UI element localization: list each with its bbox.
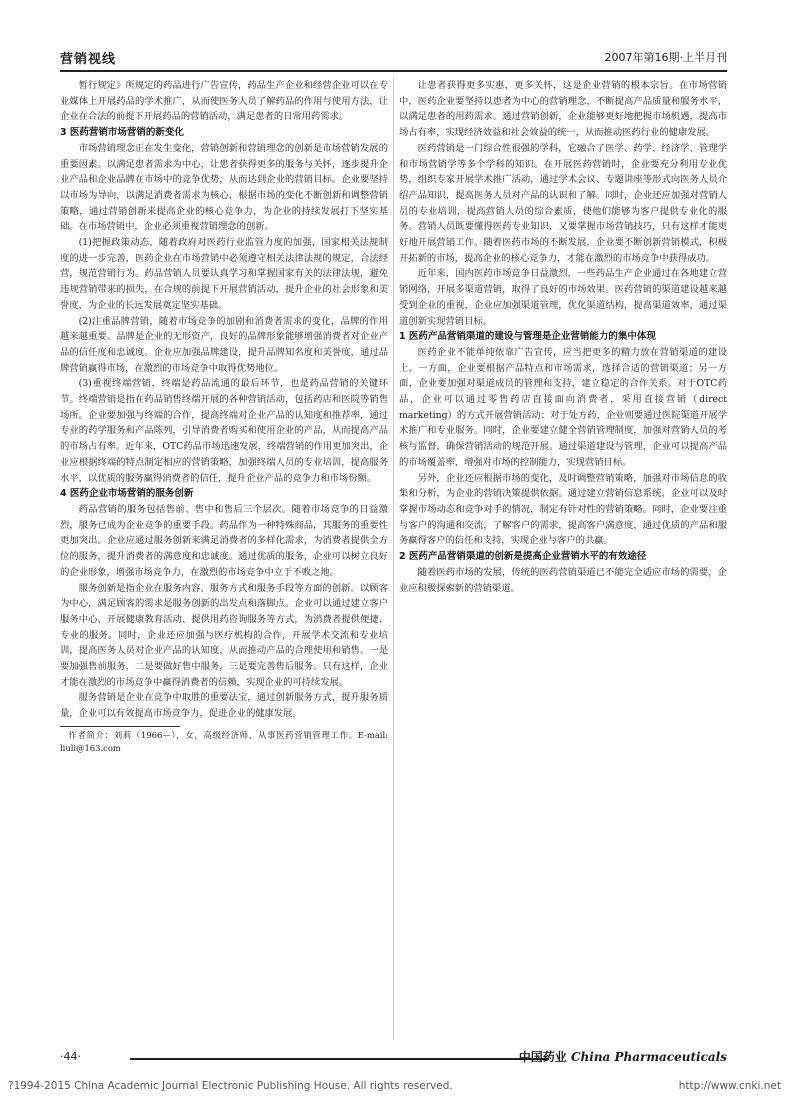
body-paragraph: 药品营销的服务包括售前、售中和售后三个层次。随着市场竞争的日益激烈，服务已成为企业竞争的重要手段。药品作为一种特殊商品，其服务的重要性更加突出。企业应通过服务创新来满足消费者的多样化需求，为消费者提供全方位的服务，提升消费者的满意度和忠诚度。通过优质的服务，企业可以树立良好的企业形象，增强市场竞争力，在激烈的市场竞争中立于不败之地。: [60, 503, 388, 578]
right-column: [399, 78, 727, 596]
journal-name: [519, 1048, 727, 1065]
body-paragraph: 服务营销是企业在竞争中取胜的重要法宝，通过创新服务方式，提升服务质量，企业可以有效提高市场竞争力，促进企业的健康发展。: [60, 692, 388, 720]
page-number: ·44·: [60, 1050, 81, 1063]
left-column: [60, 78, 388, 755]
body-paragraph: (2)注重品牌营销，随着市场竞争的加剧和消费者需求的变化，品牌的作用越来越重要。品牌是企业的无形资产，良好的品牌形象能够增强消费者对企业产品的信任度和忠诚度。企业应加强品牌建设，提升品牌知名度和美誉度，通过品牌营销赢得市场，在激烈的市场竞争中取得优势地位。: [60, 315, 388, 374]
header-section-title: 营销视线: [60, 52, 117, 67]
section-heading: 3 医药营销市场营销的新变化: [60, 127, 184, 139]
copyright-notice: ?1994-2015 China Academic Journal Electronic Publishing House. All rights reserved.: [8, 1080, 453, 1092]
body-paragraph: 随着医药市场的发展，传统的医药营销渠道已不能完全适应市场的需要，企业应积极探索新的营销渠道。: [399, 566, 727, 594]
section-heading: 1 医药产品营销渠道的建设与管理是企业营销能力的集中体现: [399, 331, 656, 343]
header-rule: [60, 70, 727, 72]
header-issue-info: 2007年第16期·上半月刊: [604, 51, 727, 64]
page-footer: [60, 1046, 727, 1068]
page-header: [60, 48, 727, 68]
journal-name-cn: 中国药业: [518, 1050, 567, 1064]
body-paragraph: 医药营销是一门综合性很强的学科，它融合了医学、药学、经济学、管理学和市场营销学等多个学科的知识。在开展医药营销时，企业要充分利用专业优势，组织专家开展学术推广活动，通过学术会议、专题讲座等形式向医务人员介绍产品知识，提高医务人员对产品的认识和了解。同时，企业还应加强对营销人员的专业培训，提高营销人员的综合素质，使他们能够为客户提供专业化的服务。营销人员既要懂得医药专业知识，又要掌握市场营销技巧，只有这样才能更好地开展营销工作。随着医药市场的不断发展，企业要不断创新营销模式，积极开拓新的市场，提高企业的核心竞争力，才能在激烈的市场竞争中获得成功。: [399, 142, 727, 264]
body-paragraph: (3)重视终端营销，终端是药品流通的最后环节，也是药品营销的关键环节。终端营销是指在药品销售终端开展的各种营销活动，包括药店和医院等销售场所。企业要加强与终端的合作，提高终端对企业产品的认知度和推荐率，通过专业的药学服务和产品陈列，引导消费者购买和使用企业的产品，从而提高产品的市场占有率。近年来，OTC药品市场迅速发展，终端营销的作用更加突出，企业应根据终端的特点制定相应的营销策略，加强终端人员的专业培训，提高服务水平，以优质的服务赢得消费者的信任，提升企业产品的竞争力和市场份额。: [60, 378, 388, 484]
footer-rule: [130, 1058, 549, 1060]
body-paragraph: 服务创新是指企业在服务内容、服务方式和服务手段等方面的创新。以顾客为中心，满足顾客的需求是服务创新的出发点和落脚点。企业可以通过建立客户服务中心、开展健康教育活动、提供用药咨询服务等方式，为消费者提供便捷、专业的服务。同时，企业还应加强与医疗机构的合作，开展学术交流和专业培训，提高医务人员对企业产品的认知度，从而推动产品的合理使用和销售。一是要加强售前服务，二是要做好售中服务，三是要完善售后服务。只有这样，企业才能在激烈的市场竞争中赢得消费者的信赖，实现企业的可持续发展。: [60, 582, 388, 688]
body-paragraph: 另外，企业还应根据市场的变化，及时调整营销策略，加强对市场信息的收集和分析，为企业的营销决策提供依据。通过建立营销信息系统，企业可以及时掌握市场动态和竞争对手的情况，制定有针对性的营销策略。同时，企业要注重与客户的沟通和交流，了解客户的需求，提高客户满意度，通过优质的产品和服务赢得客户的信任和支持，实现企业与客户的共赢。: [399, 472, 727, 547]
journal-name-en: China Pharmaceuticals: [571, 1050, 727, 1064]
body-paragraph: (1)把握政策动态，随着政府对医药行业监管力度的加强，国家相关法规制度的进一步完善，医药企业在市场营销中必须遵守相关法律法规的规定，合法经营，规范营销行为。药品营销人员要认真学习和掌握国家有关的法律法规，避免违规营销带来的损失，在合规的前提下开展营销活动，提升企业的社会形象和美誉度，为企业的长远发展奠定坚实基础。: [60, 237, 388, 311]
body-paragraph: 让患者获得更多实惠，更多关怀，这是企业营销的根本宗旨。在市场营销中，医药企业要坚持以患者为中心的营销理念，不断提高产品质量和服务水平，以满足患者的用药需求。通过营销创新，企业能够更好地把握市场机遇，提高市场占有率，实现经济效益和社会效益的统一，从而推动医药行业的健康发展。: [399, 80, 727, 139]
body-paragraph: 市场营销理念正在发生变化，营销创新和营销理念的创新是市场营销发展的重要因素。以满足患者需求为中心，让患者获得更多的服务与关怀，逐步提升企业产品和企业品牌在市场中的竞争优势，从而达到企业的营销目标。企业要坚持以市场为导向，以满足消费者需求为核心，根据市场的变化不断创新和调整营销策略，通过营销创新来提高企业的核心竞争力，为企业的持续发展打下坚实基础。在市场营销中，企业必须重视营销理念的创新。: [60, 142, 388, 233]
section-heading: 2 医药产品营销渠道的创新是提高企业营销水平的有效途径: [399, 551, 647, 563]
cnki-link[interactable]: http://www.cnki.net: [678, 1080, 781, 1092]
section-heading: 4 医药企业市场营销的服务创新: [60, 488, 194, 500]
body-paragraph: 医药企业不能单纯依靠广告宣传，应当把更多的精力放在营销渠道的建设上。一方面，企业要根据产品特点和市场需求，选择合适的营销渠道；另一方面，企业要加强对渠道成员的管理和支持，建立稳定的合作关系。对于OTC药品，企业可以通过零售药店直接面向消费者，采用直接营销（direct marketing）的方式开展营销活动；对于处方药，企业则要通过医院渠道开展学术推广和专业服务。同时，企业要建立健全营销管理制度，加强对营销人员的考核与监督，确保营销活动的规范开展。通过渠道建设与管理，企业可以提高产品的市场覆盖率，增强对市场的控制能力，实现营销目标。: [399, 346, 727, 468]
copyright-bar: [0, 1080, 789, 1096]
column-divider: [393, 78, 394, 1040]
body-paragraph: 近年来，国内医药市场竞争日益激烈，一些药品生产企业通过在各地建立营销网络，开展多渠道营销，取得了良好的市场效果。医药营销的渠道建设越来越受到企业的重视，企业应加强渠道管理，优化渠道结构，提高渠道效率，通过渠道创新实现营销目标。: [399, 268, 727, 327]
footnote-rule: [60, 726, 180, 727]
author-footnote: 作者简介：刘莉（1966—），女，高级经济师，从事医药营销管理工作。E-mail: liuli@163.com: [60, 729, 388, 753]
body-paragraph: 暂行规定》所规定的药品进行广告宣传，药品生产企业和经营企业可以在专业媒体上开展药品的学术推广，从而使医务人员了解药品的作用与使用方法，让企业在合法的前提下开展药品的营销活动，满足患者的日常用药需求。: [60, 80, 388, 123]
